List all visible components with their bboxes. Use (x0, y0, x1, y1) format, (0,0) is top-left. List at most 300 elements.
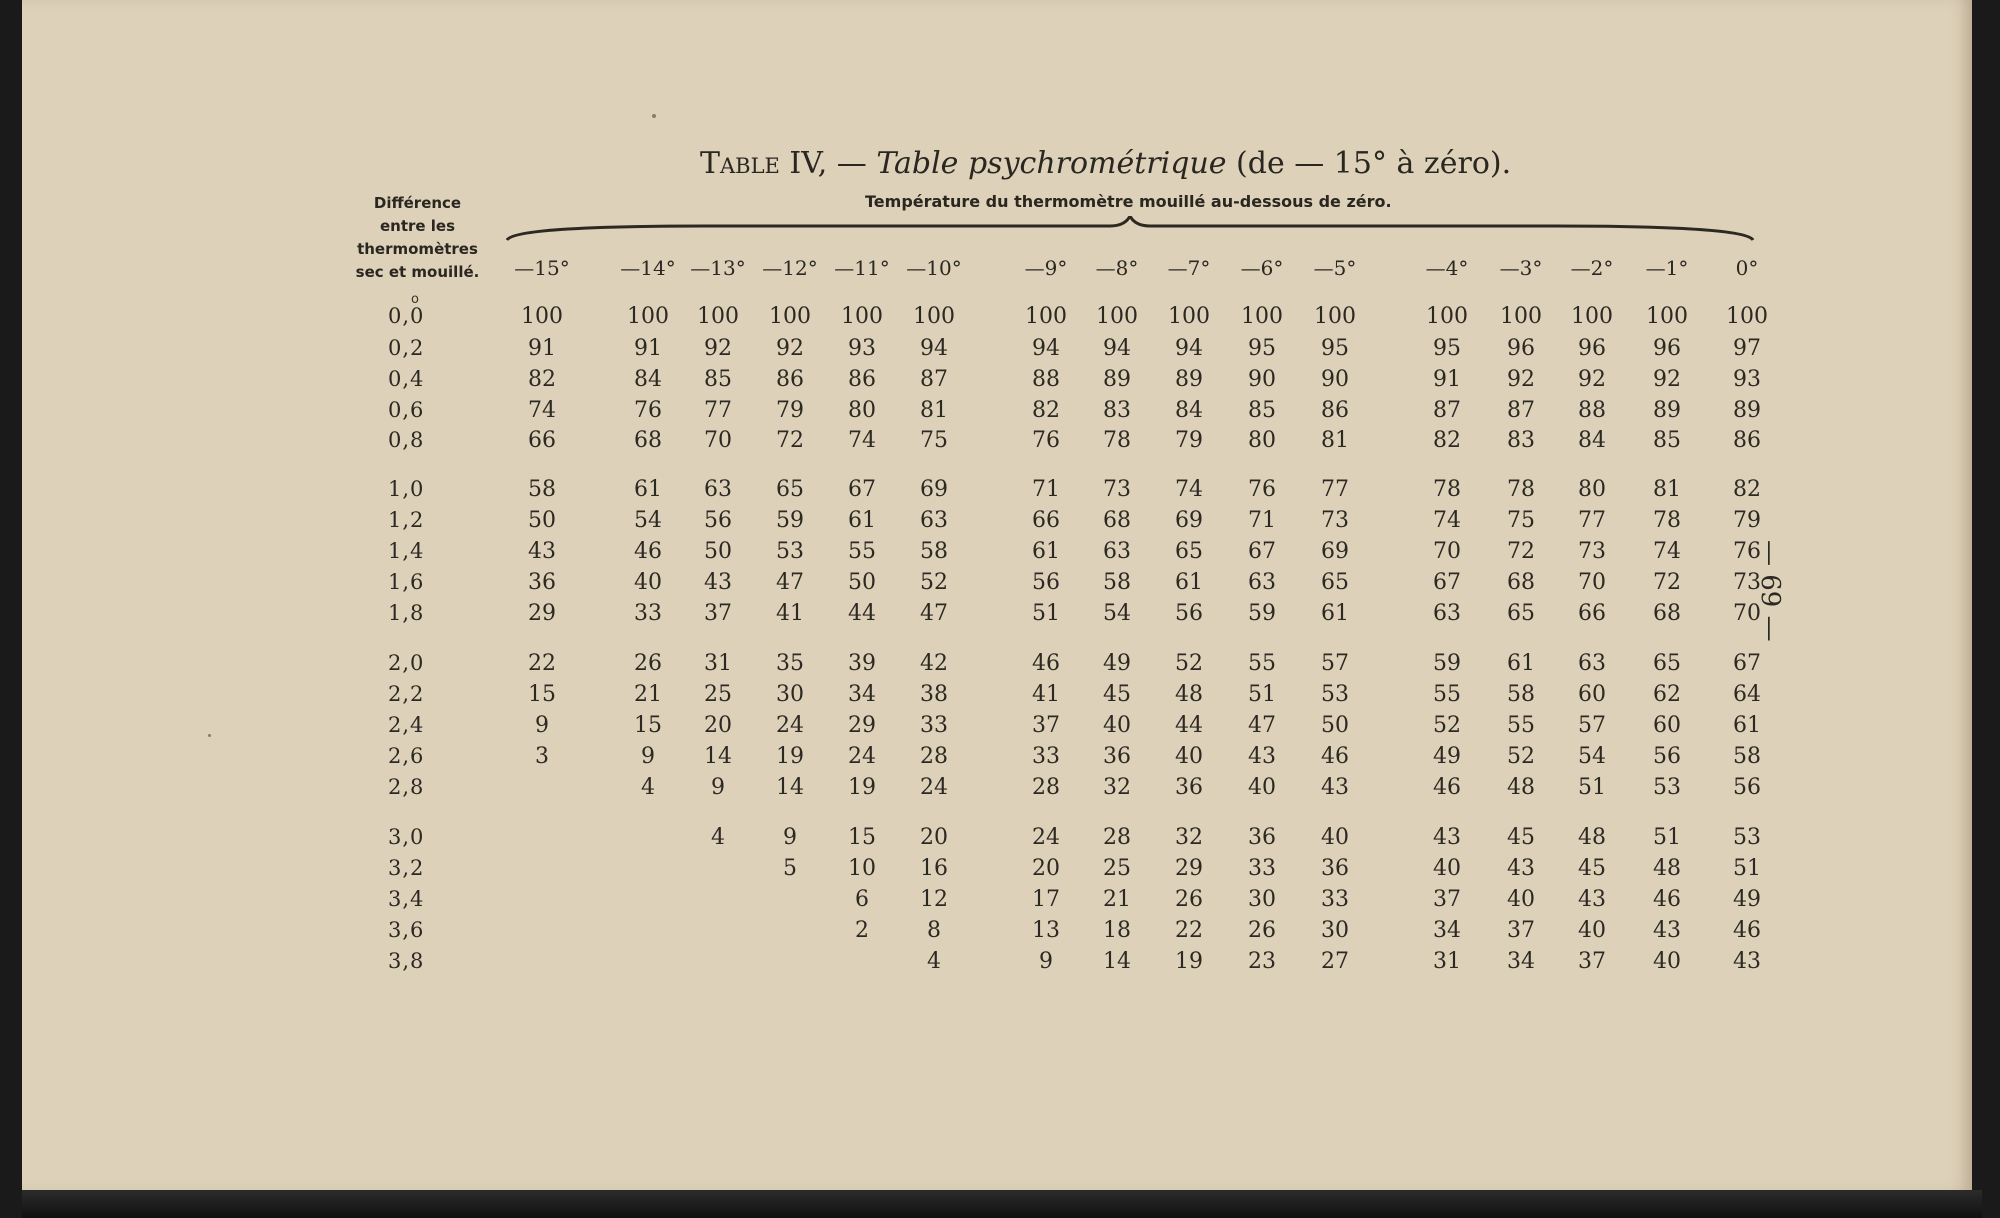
table-cell: 92 (704, 336, 732, 361)
table-cell: 33 (634, 601, 662, 626)
title-dash: — (827, 146, 877, 181)
table-cell: 14 (704, 744, 732, 769)
table-cell: 28 (1032, 775, 1060, 800)
table-cell: 24 (776, 713, 804, 738)
table-cell: 92 (1653, 367, 1681, 392)
table-cell: 51 (1032, 601, 1060, 626)
table-cell: 70 (1733, 601, 1761, 626)
table-cell: 63 (1248, 570, 1276, 595)
table-cell: 30 (776, 682, 804, 707)
table-cell: 57 (1578, 713, 1606, 738)
table-cell: 80 (1248, 428, 1276, 453)
table-cell: 55 (1248, 651, 1276, 676)
table-cell: 86 (848, 367, 876, 392)
table-cell: 53 (1733, 825, 1761, 850)
row-label: 0,4 (388, 367, 425, 391)
table-cell: 26 (634, 651, 662, 676)
table-cell: 100 (769, 304, 811, 329)
table-cell: 58 (1733, 744, 1761, 769)
table-cell: 4 (711, 825, 725, 850)
table-cell: 40 (1103, 713, 1131, 738)
table-cell: 37 (1433, 887, 1461, 912)
table-cell: 95 (1321, 336, 1349, 361)
paper-speck (652, 114, 656, 118)
table-cell: 25 (704, 682, 732, 707)
table-cell: 47 (920, 601, 948, 626)
table-cell: 46 (634, 539, 662, 564)
table-title (700, 146, 1600, 181)
table-cell: 75 (1507, 508, 1535, 533)
table-cell: 94 (1103, 336, 1131, 361)
table-cell: 76 (634, 398, 662, 423)
table-cell: 23 (1248, 949, 1276, 974)
table-cell: 73 (1578, 539, 1606, 564)
table-cell: 26 (1248, 918, 1276, 943)
column-header: —11° (834, 256, 890, 280)
table-cell: 43 (1578, 887, 1606, 912)
table-cell: 51 (1248, 682, 1276, 707)
row-label: 2,8 (388, 775, 425, 799)
table-cell: 43 (1321, 775, 1349, 800)
table-cell: 43 (1733, 949, 1761, 974)
table-cell: 65 (1653, 651, 1681, 676)
table-cell: 67 (848, 477, 876, 502)
row-label: 0,2 (388, 336, 425, 360)
table-cell: 73 (1733, 570, 1761, 595)
column-header: —15° (514, 256, 570, 280)
table-cell: 95 (1433, 336, 1461, 361)
table-cell: 79 (1733, 508, 1761, 533)
row-label: 0,0 (388, 304, 425, 328)
table-cell: 2 (855, 918, 869, 943)
table-cell: 64 (1733, 682, 1761, 707)
table-cell: 79 (1175, 428, 1203, 453)
table-cell: 100 (1726, 304, 1768, 329)
table-cell: 34 (1507, 949, 1535, 974)
table-cell: 40 (1321, 825, 1349, 850)
table-cell: 100 (697, 304, 739, 329)
table-cell: 94 (1032, 336, 1060, 361)
table-cell: 34 (1433, 918, 1461, 943)
table-cell: 57 (1321, 651, 1349, 676)
table-cell: 82 (1032, 398, 1060, 423)
table-cell: 10 (848, 856, 876, 881)
row-label: 3,4 (388, 887, 425, 911)
table-cell: 89 (1175, 367, 1203, 392)
table-cell: 96 (1653, 336, 1681, 361)
table-cell: 84 (634, 367, 662, 392)
row-label: 0,6 (388, 398, 425, 422)
table-cell: 71 (1032, 477, 1060, 502)
row-header-line: thermomètres (357, 240, 478, 258)
row-label: 1,0 (388, 477, 425, 501)
row-label: 1,2 (388, 508, 425, 532)
title-range: (de — 15° à zéro). (1226, 146, 1512, 181)
table-cell: 4 (927, 949, 941, 974)
table-cell: 61 (848, 508, 876, 533)
row-header-line: sec et mouillé. (355, 263, 480, 281)
table-cell: 43 (1433, 825, 1461, 850)
table-cell: 81 (1321, 428, 1349, 453)
table-cell: 94 (1175, 336, 1203, 361)
table-cell: 91 (528, 336, 556, 361)
table-cell: 61 (1175, 570, 1203, 595)
table-cell: 100 (1314, 304, 1356, 329)
column-group-brace (505, 216, 1755, 246)
table-cell: 80 (1578, 477, 1606, 502)
table-cell: 62 (1653, 682, 1681, 707)
table-cell: 49 (1733, 887, 1761, 912)
table-cell: 72 (1653, 570, 1681, 595)
table-cell: 44 (1175, 713, 1203, 738)
table-cell: 40 (1175, 744, 1203, 769)
table-cell: 63 (1433, 601, 1461, 626)
table-cell: 36 (1103, 744, 1131, 769)
table-cell: 50 (1321, 713, 1349, 738)
table-cell: 67 (1433, 570, 1461, 595)
table-cell: 50 (704, 539, 732, 564)
table-cell: 56 (1175, 601, 1203, 626)
table-cell: 19 (848, 775, 876, 800)
table-cell: 19 (776, 744, 804, 769)
table-cell: 100 (1426, 304, 1468, 329)
table-cell: 68 (634, 428, 662, 453)
table-cell: 58 (1507, 682, 1535, 707)
table-cell: 15 (848, 825, 876, 850)
table-cell: 74 (1653, 539, 1681, 564)
table-cell: 83 (1103, 398, 1131, 423)
table-cell: 80 (848, 398, 876, 423)
table-cell: 67 (1248, 539, 1276, 564)
table-cell: 72 (776, 428, 804, 453)
table-cell: 59 (1248, 601, 1276, 626)
table-cell: 48 (1578, 825, 1606, 850)
row-label: 2,6 (388, 744, 425, 768)
table-cell: 53 (776, 539, 804, 564)
table-cell: 43 (1248, 744, 1276, 769)
table-cell: 43 (1507, 856, 1535, 881)
table-cell: 42 (920, 651, 948, 676)
table-cell: 96 (1578, 336, 1606, 361)
table-cell: 30 (1321, 918, 1349, 943)
table-cell: 56 (1653, 744, 1681, 769)
table-cell: 22 (1175, 918, 1203, 943)
table-cell: 29 (1175, 856, 1203, 881)
table-cell: 85 (1653, 428, 1681, 453)
table-cell: 5 (783, 856, 797, 881)
column-header: —1° (1645, 256, 1689, 280)
table-cell: 58 (920, 539, 948, 564)
table-cell: 9 (711, 775, 725, 800)
table-cell: 70 (1578, 570, 1606, 595)
table-cell: 92 (1507, 367, 1535, 392)
table-cell: 74 (1175, 477, 1203, 502)
table-cell: 65 (1175, 539, 1203, 564)
table-cell: 46 (1321, 744, 1349, 769)
table-cell: 54 (634, 508, 662, 533)
table-cell: 79 (776, 398, 804, 423)
table-cell: 69 (1175, 508, 1203, 533)
table-cell: 54 (1103, 601, 1131, 626)
table-cell: 40 (1578, 918, 1606, 943)
row-label: 1,6 (388, 570, 425, 594)
table-name: Table psychrométrique (876, 146, 1227, 181)
table-cell: 9 (535, 713, 549, 738)
table-cell: 63 (920, 508, 948, 533)
table-cell: 44 (848, 601, 876, 626)
column-header: —3° (1499, 256, 1543, 280)
table-cell: 40 (634, 570, 662, 595)
table-cell: 9 (1039, 949, 1053, 974)
table-cell: 32 (1103, 775, 1131, 800)
table-cell: 65 (1507, 601, 1535, 626)
table-cell: 46 (1653, 887, 1681, 912)
table-cell: 63 (1578, 651, 1606, 676)
table-cell: 28 (920, 744, 948, 769)
table-cell: 100 (1646, 304, 1688, 329)
table-cell: 88 (1032, 367, 1060, 392)
table-cell: 81 (920, 398, 948, 423)
table-cell: 61 (1733, 713, 1761, 738)
column-header: —12° (762, 256, 818, 280)
table-cell: 55 (848, 539, 876, 564)
table-cell: 16 (920, 856, 948, 881)
table-cell: 35 (776, 651, 804, 676)
table-cell: 89 (1103, 367, 1131, 392)
row-label: 2,0 (388, 651, 425, 675)
column-header: —6° (1240, 256, 1284, 280)
table-cell: 51 (1578, 775, 1606, 800)
table-cell: 6 (855, 887, 869, 912)
table-cell: 40 (1248, 775, 1276, 800)
table-cell: 31 (704, 651, 732, 676)
table-cell: 91 (634, 336, 662, 361)
table-cell: 36 (528, 570, 556, 595)
table-cell: 81 (1653, 477, 1681, 502)
table-cell: 46 (1733, 918, 1761, 943)
table-cell: 41 (776, 601, 804, 626)
table-cell: 73 (1103, 477, 1131, 502)
paper-speck (208, 734, 211, 737)
table-cell: 74 (1433, 508, 1461, 533)
table-cell: 66 (528, 428, 556, 453)
table-cell: 91 (1433, 367, 1461, 392)
table-cell: 68 (1103, 508, 1131, 533)
table-cell: 28 (1103, 825, 1131, 850)
table-cell: 100 (627, 304, 669, 329)
table-cell: 77 (704, 398, 732, 423)
table-cell: 55 (1433, 682, 1461, 707)
table-cell: 100 (1571, 304, 1613, 329)
table-cell: 12 (920, 887, 948, 912)
table-cell: 63 (1103, 539, 1131, 564)
table-cell: 15 (528, 682, 556, 707)
table-cell: 36 (1321, 856, 1349, 881)
table-cell: 43 (704, 570, 732, 595)
table-cell: 100 (1500, 304, 1542, 329)
table-cell: 56 (704, 508, 732, 533)
table-cell: 65 (776, 477, 804, 502)
column-group-header: Température du thermomètre mouillé au-dessous de zéro. (865, 192, 1392, 211)
table-cell: 76 (1733, 539, 1761, 564)
row-label: 3,0 (388, 825, 425, 849)
row-label: 2,2 (388, 682, 425, 706)
table-cell: 40 (1433, 856, 1461, 881)
table-cell: 100 (913, 304, 955, 329)
table-cell: 93 (848, 336, 876, 361)
table-cell: 24 (848, 744, 876, 769)
table-cell: 82 (528, 367, 556, 392)
table-cell: 100 (1241, 304, 1283, 329)
table-cell: 71 (1248, 508, 1276, 533)
table-cell: 88 (1578, 398, 1606, 423)
table-cell: 31 (1433, 949, 1461, 974)
table-cell: 65 (1321, 570, 1349, 595)
table-cell: 100 (1025, 304, 1067, 329)
table-number: Table IV, (700, 146, 828, 181)
table-cell: 52 (1175, 651, 1203, 676)
table-cell: 70 (704, 428, 732, 453)
table-cell: 76 (1248, 477, 1276, 502)
table-cell: 15 (634, 713, 662, 738)
column-header: —13° (690, 256, 746, 280)
page-edge-shadow (22, 1190, 1982, 1218)
table-cell: 8 (927, 918, 941, 943)
table-cell: 52 (1507, 744, 1535, 769)
table-cell: 45 (1507, 825, 1535, 850)
table-cell: 61 (1032, 539, 1060, 564)
table-cell: 86 (1733, 428, 1761, 453)
table-cell: 26 (1175, 887, 1203, 912)
table-cell: 33 (1321, 887, 1349, 912)
table-cell: 77 (1578, 508, 1606, 533)
table-cell: 53 (1653, 775, 1681, 800)
table-cell: 48 (1507, 775, 1535, 800)
table-cell: 25 (1103, 856, 1131, 881)
table-cell: 90 (1248, 367, 1276, 392)
unit-mark: o (411, 292, 419, 307)
table-cell: 58 (1103, 570, 1131, 595)
table-cell: 86 (1321, 398, 1349, 423)
table-cell: 4 (641, 775, 655, 800)
row-label: 1,8 (388, 601, 425, 625)
table-cell: 50 (848, 570, 876, 595)
column-header: —9° (1024, 256, 1068, 280)
table-cell: 90 (1321, 367, 1349, 392)
row-label: 3,6 (388, 918, 425, 942)
table-cell: 97 (1733, 336, 1761, 361)
table-cell: 45 (1103, 682, 1131, 707)
table-cell: 47 (1248, 713, 1276, 738)
table-cell: 100 (1096, 304, 1138, 329)
table-cell: 49 (1103, 651, 1131, 676)
table-cell: 78 (1507, 477, 1535, 502)
row-label: 3,2 (388, 856, 425, 880)
table-cell: 46 (1032, 651, 1060, 676)
table-cell: 36 (1175, 775, 1203, 800)
table-cell: 30 (1248, 887, 1276, 912)
table-cell: 76 (1032, 428, 1060, 453)
table-cell: 51 (1653, 825, 1681, 850)
table-cell: 49 (1433, 744, 1461, 769)
table-cell: 37 (1507, 918, 1535, 943)
table-cell: 39 (848, 651, 876, 676)
table-cell: 73 (1321, 508, 1349, 533)
table-cell: 43 (1653, 918, 1681, 943)
table-cell: 14 (776, 775, 804, 800)
table-cell: 72 (1507, 539, 1535, 564)
table-cell: 77 (1321, 477, 1349, 502)
table-cell: 52 (920, 570, 948, 595)
table-cell: 68 (1653, 601, 1681, 626)
table-cell: 100 (521, 304, 563, 329)
table-cell: 67 (1733, 651, 1761, 676)
table-cell: 20 (704, 713, 732, 738)
table-cell: 29 (528, 601, 556, 626)
table-cell: 37 (1032, 713, 1060, 738)
row-header-line: Différence (373, 194, 462, 212)
table-cell: 58 (528, 477, 556, 502)
table-cell: 38 (920, 682, 948, 707)
column-header: —4° (1425, 256, 1469, 280)
table-cell: 41 (1032, 682, 1060, 707)
table-cell: 82 (1433, 428, 1461, 453)
table-cell: 20 (1032, 856, 1060, 881)
table-cell: 20 (920, 825, 948, 850)
table-cell: 85 (704, 367, 732, 392)
table-cell: 100 (1168, 304, 1210, 329)
table-cell: 47 (776, 570, 804, 595)
table-cell: 56 (1032, 570, 1060, 595)
table-cell: 24 (1032, 825, 1060, 850)
table-cell: 14 (1103, 949, 1131, 974)
table-cell: 85 (1248, 398, 1276, 423)
table-cell: 36 (1248, 825, 1276, 850)
table-cell: 45 (1578, 856, 1606, 881)
table-cell: 21 (1103, 887, 1131, 912)
table-cell: 89 (1733, 398, 1761, 423)
table-cell: 86 (776, 367, 804, 392)
table-cell: 74 (848, 428, 876, 453)
table-cell: 32 (1175, 825, 1203, 850)
table-cell: 78 (1653, 508, 1681, 533)
table-cell: 37 (704, 601, 732, 626)
table-cell: 21 (634, 682, 662, 707)
table-cell: 55 (1507, 713, 1535, 738)
table-cell: 13 (1032, 918, 1060, 943)
table-cell: 48 (1175, 682, 1203, 707)
column-header: —5° (1313, 256, 1357, 280)
table-cell: 78 (1103, 428, 1131, 453)
table-cell: 87 (920, 367, 948, 392)
page-number: — 69 — (1755, 540, 1785, 642)
table-cell: 61 (1321, 601, 1349, 626)
table-cell: 60 (1578, 682, 1606, 707)
table-cell: 69 (920, 477, 948, 502)
row-label: 3,8 (388, 949, 425, 973)
table-cell: 34 (848, 682, 876, 707)
row-label: 0,8 (388, 428, 425, 452)
table-cell: 59 (776, 508, 804, 533)
table-cell: 94 (920, 336, 948, 361)
table-cell: 61 (634, 477, 662, 502)
row-header (335, 192, 500, 284)
table-cell: 75 (920, 428, 948, 453)
table-cell: 61 (1507, 651, 1535, 676)
table-cell: 66 (1578, 601, 1606, 626)
table-cell: 43 (528, 539, 556, 564)
table-cell: 63 (704, 477, 732, 502)
